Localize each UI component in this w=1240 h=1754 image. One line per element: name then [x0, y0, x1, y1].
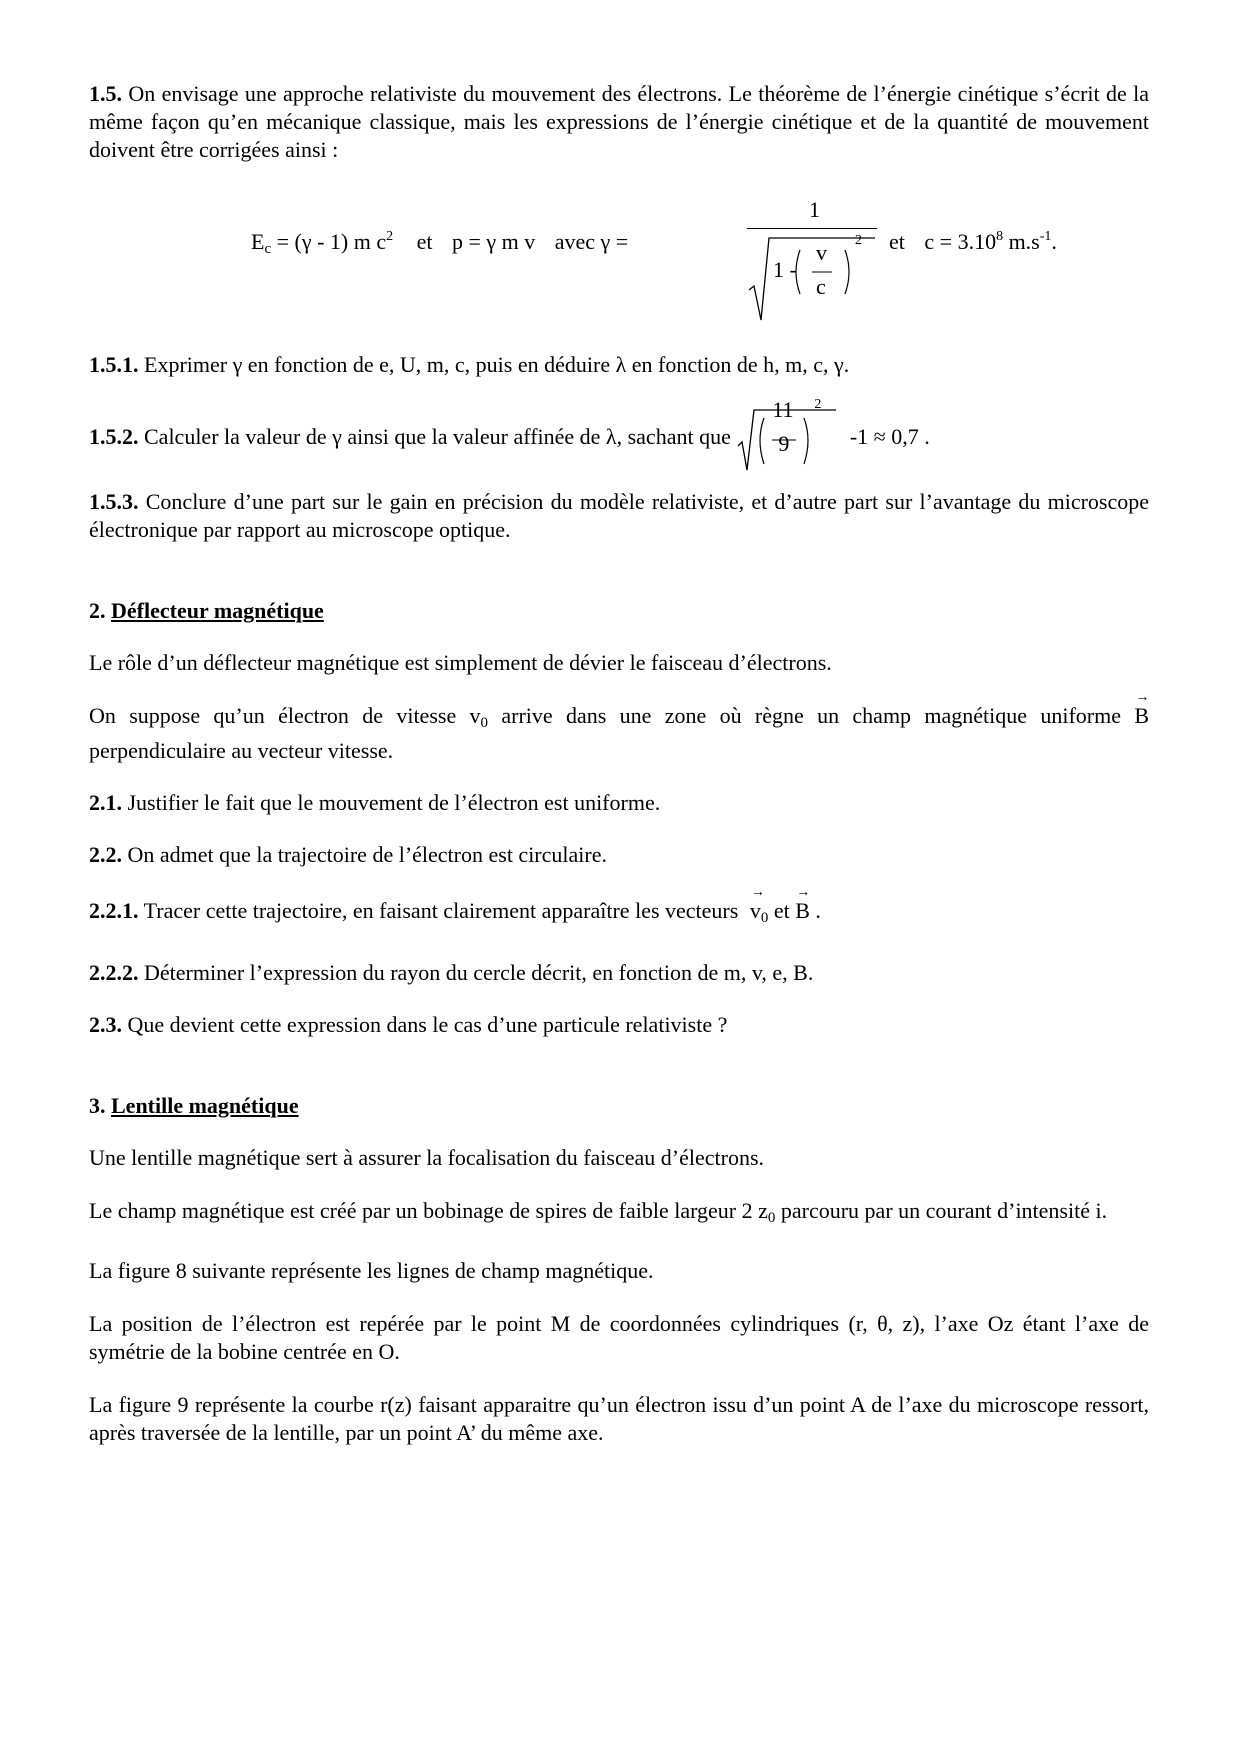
text-2-field-c: perpendiculaire au vecteur vitesse.	[89, 737, 394, 763]
v0-subscript: 0	[480, 714, 489, 731]
text-3-intro: Une lentille magnétique sert à assurer la focalisation du faisceau d’électrons.	[89, 1144, 765, 1170]
vector-B-2	[795, 884, 811, 925]
fraction-bar	[747, 228, 877, 229]
formula-end: .	[1051, 229, 1057, 254]
sqrt-exponent: 2	[814, 396, 822, 412]
fraction-numerator: 1	[809, 197, 820, 222]
paragraph-1-5-1	[89, 351, 1149, 379]
paragraph-2-1	[89, 789, 1149, 817]
paragraph-3-position	[89, 1310, 1149, 1366]
speed-unit: m.s	[1003, 229, 1040, 254]
text-2-field-a: On suppose qu’un électron de vitesse v	[89, 702, 481, 728]
text-2-2: On admet que la trajectoire de l’électron est circulaire.	[127, 841, 607, 867]
vector-v-subscript: 0	[760, 909, 769, 926]
vector-v-letter: v	[749, 897, 761, 923]
denominator-one-minus: 1 -	[773, 257, 797, 282]
number-2-2-1: 2.2.1.	[89, 897, 139, 923]
sqrt-fraction-denominator: 9	[778, 430, 790, 456]
denominator-exponent: 2	[855, 233, 862, 248]
paragraph-2-2	[89, 841, 1149, 869]
sqrt-expression	[736, 396, 844, 468]
section-3-number: 3.	[89, 1092, 106, 1118]
et-word-2: et	[889, 229, 905, 254]
sqrt-tail: -1 ≈ 0,7 .	[849, 424, 930, 449]
ec-sub: c	[264, 241, 272, 257]
text-1-5-1: Exprimer γ en fonction de e, U, m, c, puis en déduire λ en fonction de h, m, c, γ.	[144, 352, 850, 377]
paragraph-1-5	[89, 80, 1149, 164]
ec-exponent: 2	[386, 229, 394, 244]
text-3-fig9: La figure 9 représente la courbe r(z) faisant apparaitre qu’un électron issu d’un point A de l’axe du microscope ressort, après traversée de la lentille, par un point A’ du même axe.	[89, 1391, 1149, 1445]
document-page	[89, 80, 1149, 1447]
number-1-5: 1.5.	[89, 81, 122, 106]
text-3-coil-b: parcouru par un courant d’intensité i.	[775, 1197, 1108, 1223]
speed-exponent: 8	[996, 229, 1004, 244]
relativistic-formula	[89, 197, 1149, 327]
text-2-2-1: Tracer cette trajectoire, en faisant clairement apparaître les vecteurs	[143, 897, 739, 923]
number-1-5-2: 1.5.2.	[89, 424, 139, 449]
et-word-3: et	[773, 897, 790, 923]
number-2-2-2: 2.2.2.	[89, 959, 139, 985]
unit-exponent: -1	[1039, 229, 1052, 244]
vector-arrow-icon: →	[750, 884, 765, 900]
gamma-definition-label: avec γ =	[554, 229, 629, 254]
text-2-2-1-end: .	[815, 897, 821, 923]
text-2-intro: Le rôle d’un déflecteur magnétique est simplement de dévier le faisceau d’électrons.	[89, 649, 832, 675]
text-1-5-3: Conclure d’une part sur le gain en précision du modèle relativiste, et d’autre part sur l’avantage du microscope électronique par rapport au microscope optique.	[89, 488, 1150, 542]
vector-arrow-icon: →	[796, 884, 811, 900]
text-1-5-2: Calculer la valeur de γ ainsi que la valeur affinée de λ, sachant que	[144, 424, 731, 449]
text-3-coil-a: Le champ magnétique est créé par un bobinage de spires de faible largeur 2 z	[89, 1197, 768, 1223]
text-1-5: On envisage une approche relativiste du mouvement des électrons. Le théorème de l’énergie cinétique s’écrit de la même façon qu’en mécanique classique, mais les expressions de l’énergie cinétique et de la quantité de mouvement doivent être corrigées ainsi :	[89, 81, 1149, 162]
vector-v0	[749, 884, 769, 932]
paragraph-1-5-3	[89, 488, 1149, 544]
vector-B	[1134, 689, 1150, 730]
denominator-v: v	[816, 240, 827, 265]
ec-expression: = (γ - 1) m c	[271, 229, 387, 254]
paragraph-2-intro	[89, 649, 1149, 677]
text-2-3: Que devient cette expression dans le cas d’une particule relativiste ?	[127, 1011, 728, 1037]
sqrt-fraction-numerator: 11	[772, 396, 794, 422]
number-1-5-1: 1.5.1.	[89, 352, 139, 377]
ec-symbol: E	[251, 229, 265, 254]
vector-B-letter-2: B	[795, 897, 810, 923]
paragraph-3-intro	[89, 1144, 1149, 1172]
text-2-field-b: arrive dans une zone où règne un champ magnétique uniforme	[488, 702, 1121, 728]
paragraph-3-fig9	[89, 1391, 1149, 1447]
paragraph-2-3	[89, 1011, 1149, 1039]
section-2-heading	[89, 597, 1149, 625]
vector-arrow-icon: →	[1135, 689, 1150, 705]
formula-left	[251, 229, 628, 258]
section-3-title: Lentille magnétique	[111, 1092, 299, 1118]
paragraph-1-5-2	[89, 396, 1149, 468]
section-2-title: Déflecteur magnétique	[111, 597, 324, 623]
formula-right	[889, 229, 1057, 255]
number-2-2: 2.2.	[89, 841, 122, 867]
number-1-5-3: 1.5.3.	[89, 488, 139, 514]
paragraph-2-field	[89, 689, 1150, 765]
speed-of-light-value: c = 3.10	[924, 229, 997, 254]
text-3-fig8: La figure 8 suivante représente les lignes de champ magnétique.	[89, 1257, 654, 1283]
number-2-3: 2.3.	[89, 1011, 122, 1037]
gamma-fraction	[747, 197, 877, 322]
paragraph-2-2-1	[89, 884, 1149, 932]
section-3-heading	[89, 1092, 1149, 1120]
section-2-number: 2.	[89, 597, 106, 623]
paragraph-3-fig8	[89, 1257, 1149, 1285]
text-2-1: Justifier le fait que le mouvement de l’électron est uniforme.	[127, 789, 661, 815]
text-3-position: La position de l’électron est repérée par le point M de coordonnées cylindriques (r, θ, z), l’axe Oz étant l’axe de symétrie de la bobine centrée en O.	[89, 1310, 1149, 1364]
denominator-c: c	[816, 274, 826, 299]
momentum-expression: p = γ m v	[452, 229, 536, 254]
z0-subscript: 0	[767, 1209, 776, 1226]
paragraph-2-2-2	[89, 959, 1149, 987]
number-2-1: 2.1.	[89, 789, 122, 815]
et-word-1: et	[416, 229, 433, 254]
text-2-2-2: Déterminer l’expression du rayon du cercle décrit, en fonction de m, v, e, B.	[144, 959, 814, 985]
vector-B-letter: B	[1134, 702, 1149, 728]
paragraph-3-coil	[89, 1197, 1149, 1232]
